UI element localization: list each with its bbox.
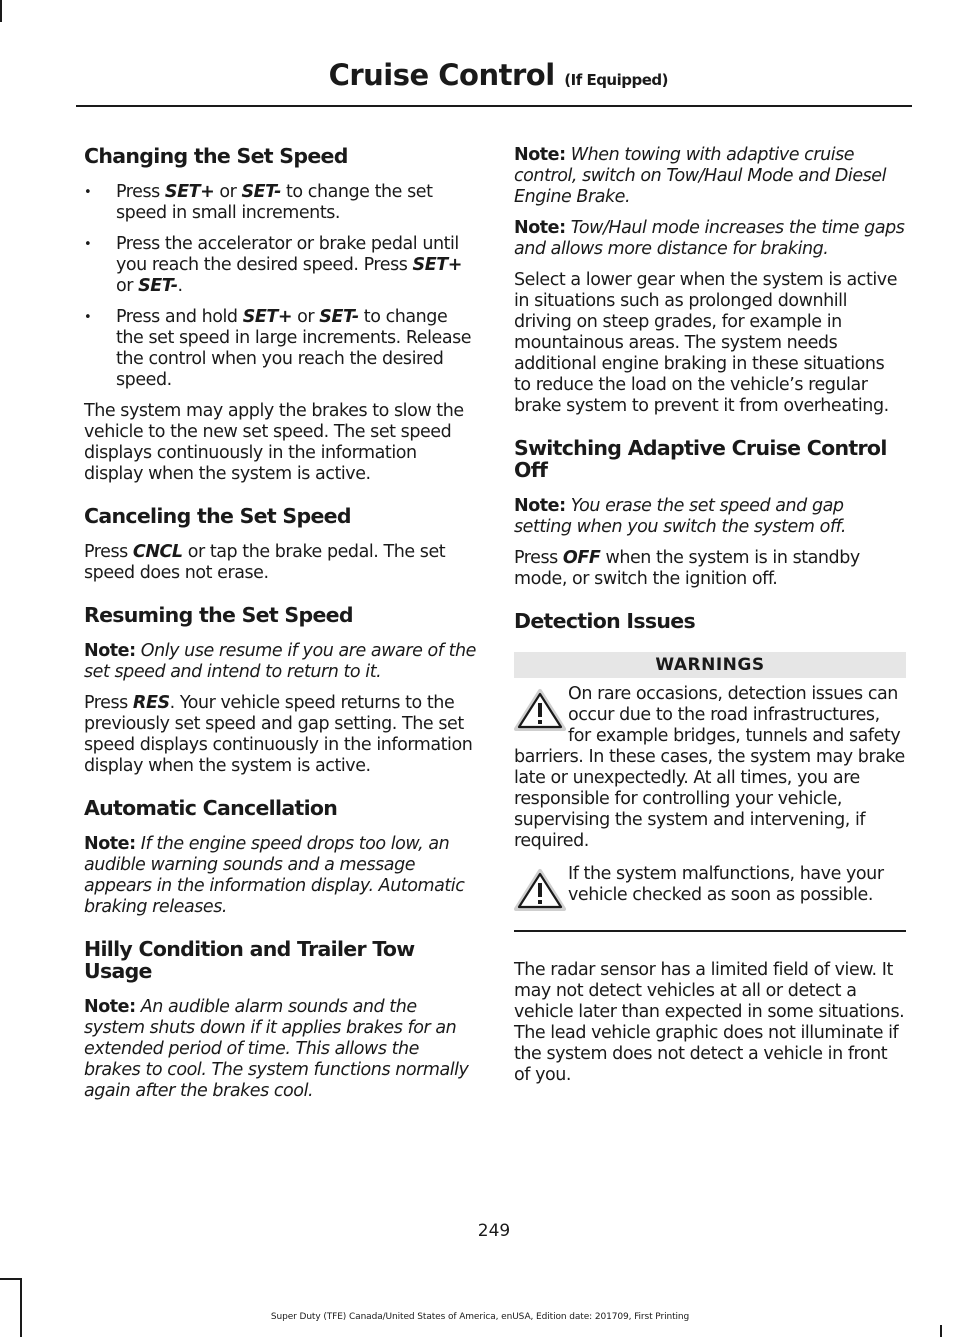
paragraph: Select a lower gear when the system is active in situations such as prolonged downhill driving on steep grades, for example in mountainous areas. The system needs additional engine braking in these situations to reduce the load on the vehicle’s regular brake system to prevent it from overheating. <box>514 270 898 416</box>
page-header-subtitle: (If Equipped) <box>564 71 668 89</box>
list-item: • Press the accelerator or brake pedal until you reach the desired speed. Press SET+ or SET-. <box>84 234 476 297</box>
section-heading: Changing the Set Speed <box>84 144 348 168</box>
note: Note: When towing with adaptive cruise control, switch on Tow/Haul Mode and Diesel Engine Brake. <box>514 145 887 207</box>
footer: Super Duty (TFE) Canada/United States of America, enUSA, Edition date: 201709, First Printing <box>270 1312 690 1322</box>
section-heading: Switching Adaptive Cruise Control Off <box>514 436 887 482</box>
warnings-header: WARNINGS <box>514 652 906 678</box>
right-column <box>514 145 906 1096</box>
crop-mark <box>0 1278 22 1280</box>
list-item: • Press SET+ or SET- to change the set speed in small increments. <box>84 182 476 224</box>
note: Note: Tow/Haul mode increases the time gaps and allows more distance for braking. <box>514 218 905 259</box>
crop-mark <box>940 1325 942 1337</box>
section-heading: Canceling the Set Speed <box>84 504 351 528</box>
paragraph: The system may apply the brakes to slow the vehicle to the new set speed. The set speed displays continuously in the information display when the system is active. <box>84 401 464 484</box>
paragraph: The radar sensor has a limited field of view. It may not detect vehicles at all or detect a vehicle later than expected in some situations. The lead vehicle graphic does not illuminate if the system does not detect a vehicle in front of you. <box>514 960 905 1085</box>
header-rule <box>76 105 912 107</box>
warning-text: If the system malfunctions, have your vehicle checked as soon as possible. <box>568 864 884 905</box>
warnings-end-rule <box>514 930 906 932</box>
page-header-title: Cruise Control (If Equipped) <box>328 58 668 92</box>
warning-triangle-icon <box>514 688 566 732</box>
paragraph: Press CNCL or tap the brake pedal. The set speed does not erase. <box>84 542 446 583</box>
page-number: 249 <box>477 1221 511 1241</box>
warning-text: On rare occasions, detection issues can occur due to the road infrastructures, for example bridges, tunnels and safety barriers. In these cases, the system may brake late or unexpectedly. At all times, you are responsible for controlling your vehicle, supervising the system and intervening, if required. <box>514 684 905 851</box>
bullet-list <box>84 182 476 391</box>
note: Note: An audible alarm sounds and the system shuts down if it applies brakes for an extended period of time. This allows the brakes to cool. The system functions normally again after the brakes cool. <box>84 997 469 1101</box>
section-heading: Resuming the Set Speed <box>84 603 353 627</box>
note: Note: If the engine speed drops too low, an audible warning sounds and a message appears in the information display. Automatic braking releases. <box>84 834 465 917</box>
crop-mark <box>0 0 2 22</box>
section-heading: Hilly Condition and Trailer Tow Usage <box>84 937 415 983</box>
list-item: • Press and hold SET+ or SET- to change the set speed in large increments. Release the control when you reach the desired speed. <box>84 307 476 391</box>
note: Note: Only use resume if you are aware of the set speed and intend to return to it. <box>84 641 476 682</box>
warning-item <box>514 684 906 852</box>
crop-mark <box>20 1278 22 1337</box>
paragraph: Press RES. Your vehicle speed returns to the previously set speed and gap setting. The set speed displays continuously in the information display when the system is active. <box>84 693 473 776</box>
section-heading: Automatic Cancellation <box>84 796 338 820</box>
warning-triangle-icon <box>514 868 566 912</box>
left-column <box>84 145 476 1112</box>
section-heading: Detection Issues <box>514 609 695 633</box>
paragraph: Press OFF when the system is in standby mode, or switch the ignition off. <box>514 548 860 589</box>
warning-item <box>514 864 906 912</box>
note: Note: You erase the set speed and gap setting when you switch the system off. <box>514 496 847 537</box>
